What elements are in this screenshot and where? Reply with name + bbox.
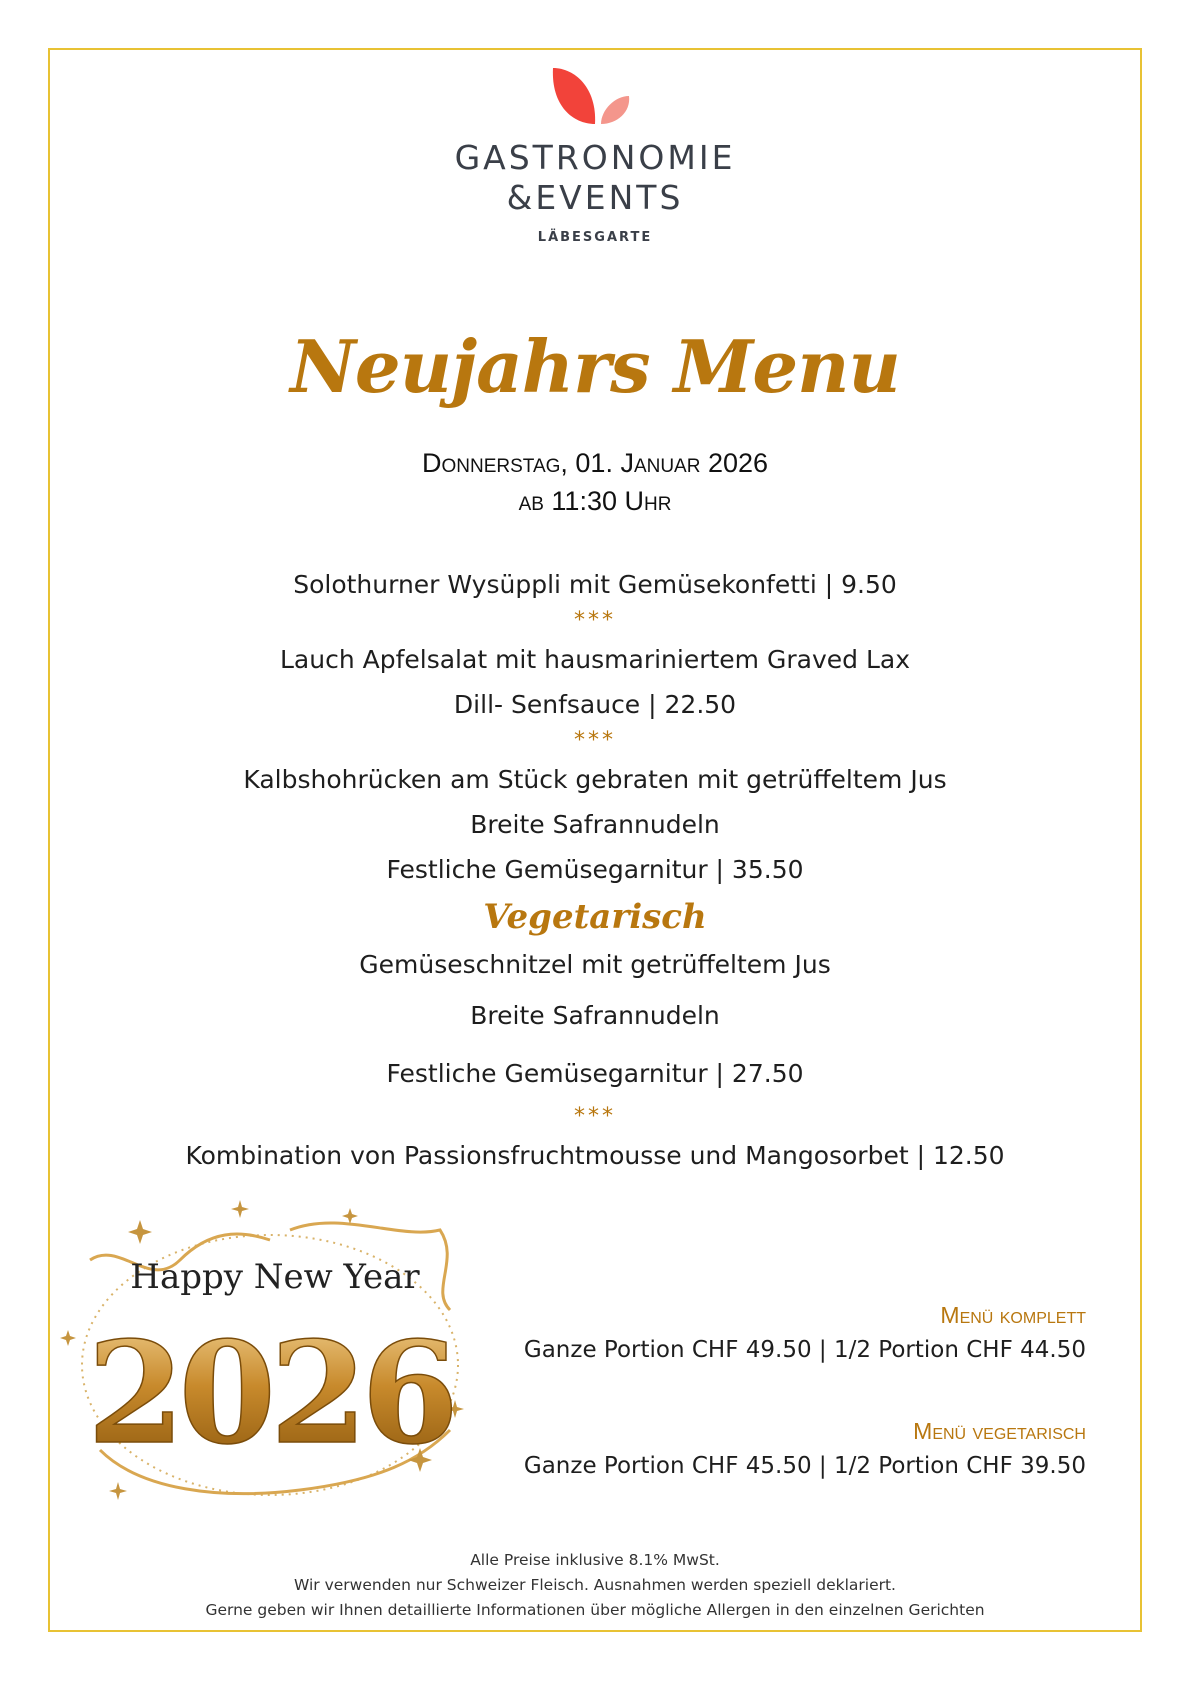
event-date [0,444,1190,520]
vegetarian-heading: Vegetarisch [483,897,707,937]
price-complete-heading: Menü komplett [940,1302,1086,1328]
petal-logo-icon [545,66,645,128]
brand-subtitle: LÄBESGARTE [537,230,653,245]
course-separator: *** [574,1104,616,1129]
footer-notes [0,1548,1190,1623]
course-veg-line2: Breite Safrannudeln [470,1001,720,1030]
course-separator: *** [574,608,616,633]
year-text: 2026 [87,1312,453,1476]
course-dessert: Kombination von Passionsfruchtmousse und Mangosorbet | 12.50 [185,1141,1005,1170]
happy-new-year-graphic [60,1200,480,1520]
brand-name-line1: GASTRONOMIE [454,138,736,177]
course-veg-line3: Festliche Gemüsegarnitur | 27.50 [386,1059,804,1088]
course-starter: Solothurner Wysüppli mit Gemüsekonfetti | 9.50 [293,570,897,599]
footer-vat: Alle Preise inklusive 8.1% MwSt. [470,1551,720,1569]
course-appetizer-line1: Lauch Apfelsalat mit hausmariniertem Graved Lax [279,645,910,674]
footer-meat: Wir verwenden nur Schweizer Fleisch. Ausnahmen werden speziell deklariert. [294,1576,896,1594]
price-veg-line: Ganze Portion CHF 45.50 | 1/2 Portion CHF 39.50 [523,1453,1086,1479]
brand-name-line2: &EVENTS [506,178,684,217]
menu-title: Neujahrs Menu [290,324,900,409]
price-veg-heading: Menü vegetarisch [913,1418,1086,1444]
footer-allergens: Gerne geben wir Ihnen detaillierte Informationen über mögliche Allergen in den einzelnen Gerichten [205,1601,985,1619]
event-date-time: ab 11:30 Uhr [518,486,672,516]
menu-courses [0,562,1190,1178]
course-main-line1: Kalbshohrücken am Stück gebraten mit getrüffeltem Jus [243,765,947,794]
price-complete-line: Ganze Portion CHF 49.50 | 1/2 Portion CHF 44.50 [523,1337,1086,1363]
event-date-day: Donnerstag, 01. Januar 2026 [421,448,769,478]
greeting-text: Happy New Year [130,1257,420,1297]
price-summary [524,1300,1086,1532]
brand-logo [0,66,1190,245]
course-main-line2: Breite Safrannudeln [470,810,720,839]
course-separator: *** [574,728,616,753]
course-veg-line1: Gemüseschnitzel mit getrüffeltem Jus [359,950,831,979]
course-appetizer-line2: Dill- Senfsauce | 22.50 [453,690,737,719]
new-year-illustration [60,1200,480,1520]
course-main-line3: Festliche Gemüsegarnitur | 35.50 [386,855,804,884]
